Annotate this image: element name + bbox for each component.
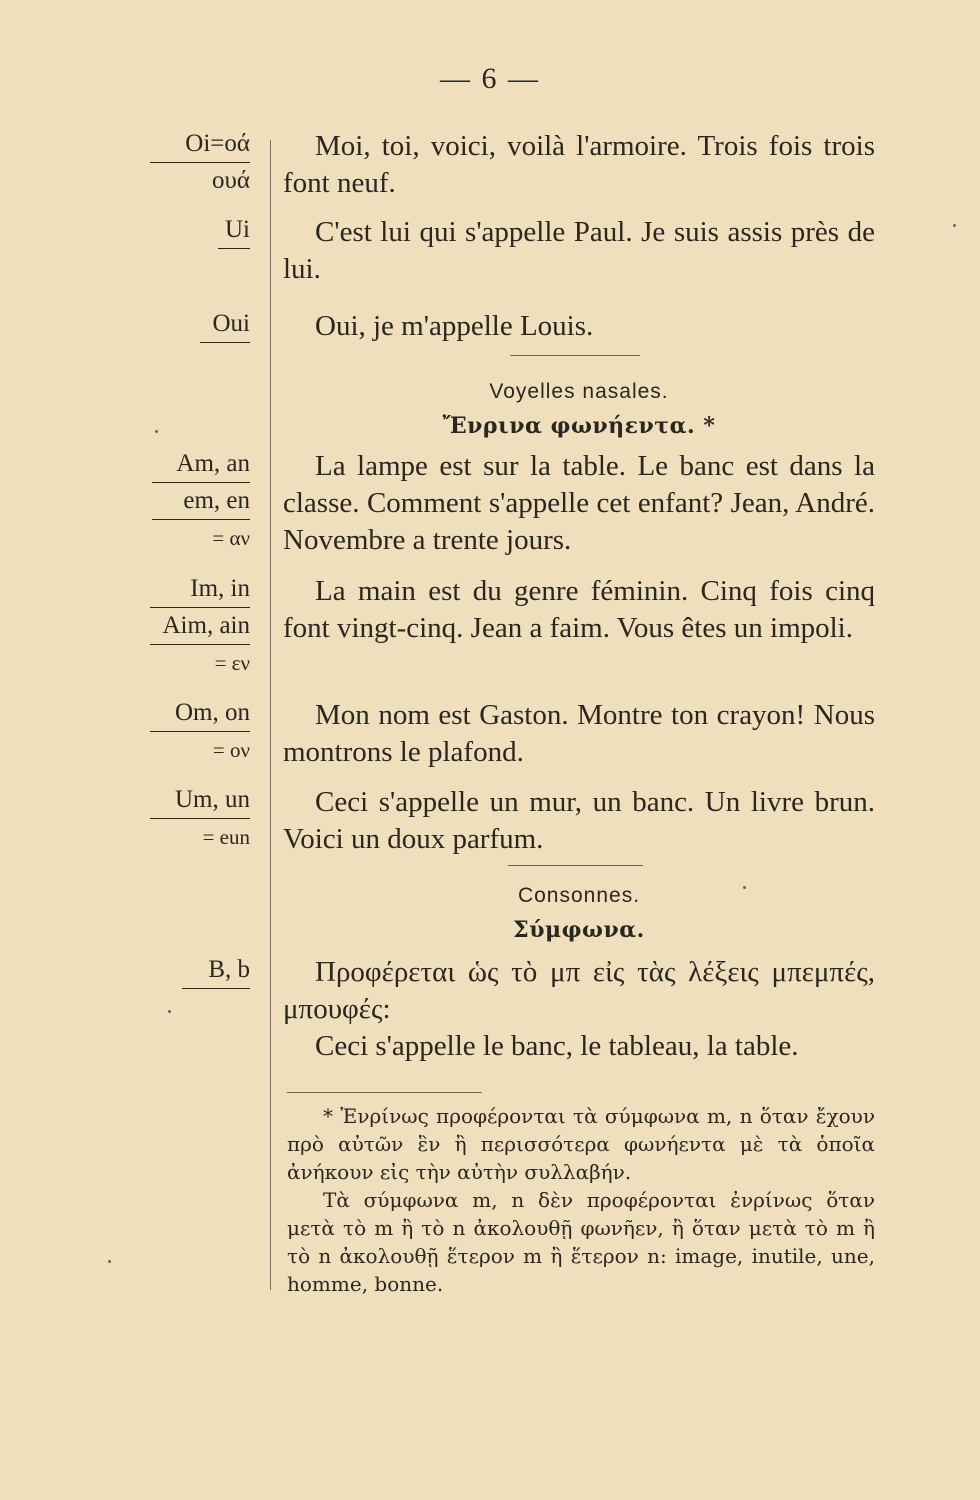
margin-rule (218, 248, 250, 249)
margin-label: Oui (212, 310, 250, 337)
margin-label: em, en (183, 487, 250, 514)
paragraph: Προφέρεται ὡς τὸ μπ εἰς τὰς λέξεις μπεμπές, μπουφές: (283, 956, 875, 1025)
footnote: Τὰ σύμφωνα m, n δὲν προφέρονται ἐνρίνως ὅταν μετὰ τὸ m ἢ τὸ n ἀκολουθῇ φωνῆεν, ἢ ὅταν μετὰ τὸ m ἢ τὸ n ἀκολουθῇ ἕτερον m ἢ ἕτερον n: image, inutile, une, homme, bonne. (287, 1188, 875, 1296)
section-heading-greek: Ἔνρινα φωνήεντα. * (442, 413, 716, 439)
margin-entry-om (150, 697, 250, 766)
margin-label: Ui (225, 216, 250, 243)
margin-rule (182, 988, 250, 989)
margin-rule (150, 644, 250, 645)
section-separator (508, 865, 643, 866)
page-number: — 6 — (440, 62, 540, 95)
section-heading-greek: Σύμφωνα. (513, 917, 645, 943)
margin-label: = εν (214, 651, 250, 675)
footnote-separator (287, 1092, 482, 1093)
margin-label: Aim, ain (162, 612, 250, 639)
margin-rule (150, 818, 250, 819)
margin-label: Um, un (175, 786, 250, 813)
paragraph: Oui, je m'appelle Louis. (315, 310, 594, 342)
margin-rule (152, 519, 250, 520)
paragraph: La lampe est sur la table. Le banc est dans la classe. Comment s'appelle cet enfant? Jean, André. Novembre a trente jours. (283, 450, 875, 556)
margin-label: Am, an (176, 450, 250, 477)
paragraph: Moi, toi, voici, voilà l'armoire. Trois fois trois font neuf. (283, 130, 875, 199)
paper-speck (168, 1010, 171, 1013)
margin-rule (150, 162, 250, 163)
margin-rule (150, 731, 250, 732)
margin-entry-oi (150, 128, 250, 197)
margin-entry-am (152, 448, 250, 554)
paper-speck (743, 886, 746, 889)
section-heading: Voyelles nasales. (489, 380, 669, 403)
margin-entry-um (150, 784, 250, 853)
paper-speck (155, 430, 158, 433)
margin-label: Im, in (190, 575, 250, 602)
margin-entry-oui (200, 308, 250, 345)
margin-rule (152, 482, 250, 483)
section-heading: Consonnes. (517, 884, 641, 907)
column-divider (270, 140, 271, 1290)
margin-rule (200, 342, 250, 343)
margin-label: = αν (212, 526, 250, 550)
paper-speck (953, 224, 956, 227)
paragraph: Mon nom est Gaston. Montre ton crayon! Nous montrons le plafond. (283, 699, 875, 768)
margin-entry-im (150, 573, 250, 679)
paragraph: La main est du genre féminin. Cinq fois cinq font vingt-cinq. Jean a faim. Vous êtes un impoli. (283, 575, 875, 644)
section-separator (510, 355, 640, 356)
margin-rule (150, 607, 250, 608)
paragraph: C'est lui qui s'appelle Paul. Je suis assis près de lui. (283, 216, 875, 285)
margin-label: = eun (202, 825, 250, 849)
margin-label: ουά (212, 167, 250, 194)
footnote: * Ἐνρίνως προφέρονται τὰ σύμφωνα m, n ὅταν ἔχουν πρὸ αὐτῶν ἓν ἢ περισσότερα φωνήεντα μὲ τὰ ὁποῖα ἀνήκουν εἰς τὴν αὐτὴν συλλαβήν. (287, 1104, 875, 1184)
paragraph: Ceci s'appelle le banc, le tableau, la table. (315, 1030, 799, 1062)
paragraph: Ceci s'appelle un mur, un banc. Un livre brun. Voici un doux parfum. (283, 786, 875, 855)
margin-label: Oi=οά (185, 130, 250, 157)
margin-label: = ον (212, 738, 250, 762)
margin-label: Om, on (175, 699, 250, 726)
margin-entry-ui (218, 214, 250, 251)
margin-entry-b (182, 954, 250, 991)
margin-label: B, b (208, 956, 250, 983)
paper-speck (108, 1260, 111, 1263)
